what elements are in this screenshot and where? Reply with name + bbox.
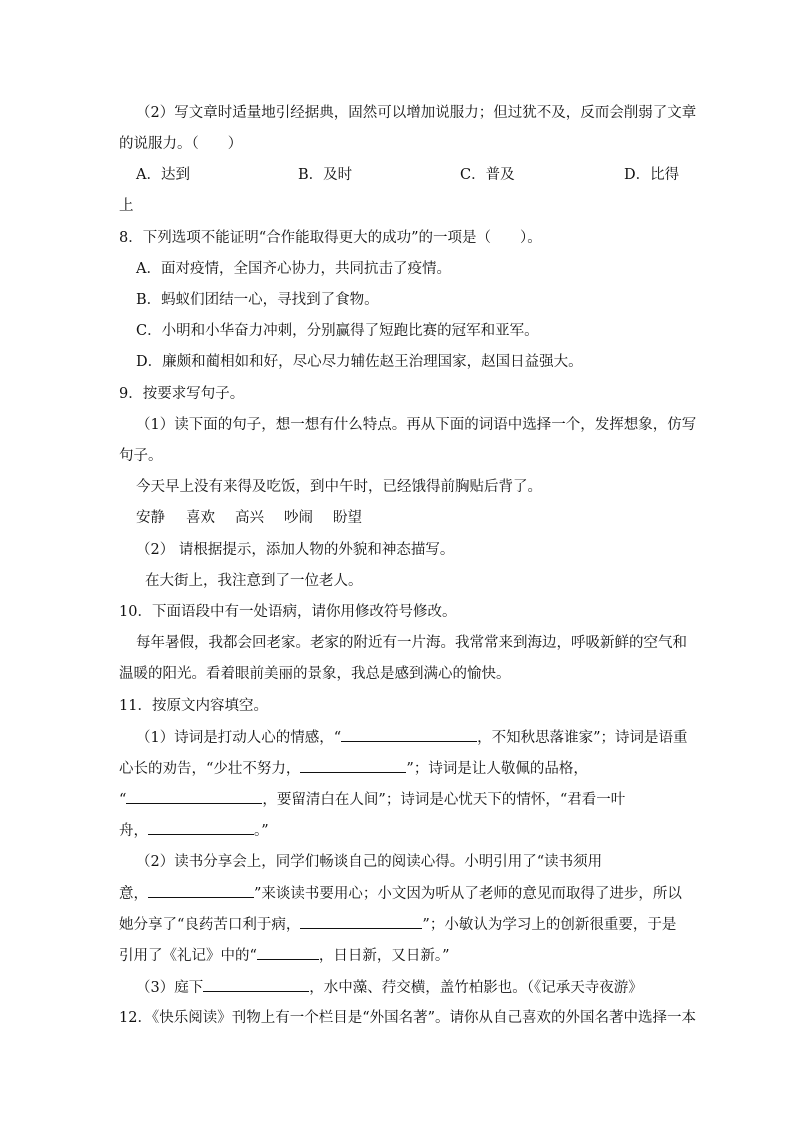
- q8-option-a: A．面对疫情，全国齐心协力，共同抗击了疫情。: [136, 261, 451, 277]
- blank-8[interactable]: [203, 977, 309, 992]
- q11-p1-line3: [119, 789, 625, 810]
- q11-p3-text-b: ，水中藻、荇交横，盖竹柏影也。（《记承天寺夜游》: [309, 980, 643, 996]
- q10-para-line2: 温暖的阳光。看着眼前美丽的景象，我总是感到满心的愉快。: [119, 666, 511, 682]
- q9-part2: （2） 请根据提示，添加人物的外貌和神态描写。: [136, 542, 455, 558]
- blank-2[interactable]: [300, 758, 406, 773]
- blank-4[interactable]: [148, 820, 254, 835]
- q11-p1-text-h: 。”: [254, 823, 269, 839]
- q9-example-sentence: 今天早上没有来得及吃饭，到中午时，已经饿得前胸贴后背了。: [136, 479, 542, 495]
- q10-para-line1: 每年暑假，我都会回老家。老家的附近有一片海。我常常来到海边，呼吸新鲜的空气和: [136, 635, 687, 651]
- option-a: A．达到: [136, 167, 190, 183]
- q11-p1-text-c: 心长的劝告，“少壮不努力，: [119, 761, 301, 777]
- q11-p3-text-a: （3）庭下: [136, 980, 204, 996]
- q7-2-line1: （2）写文章时适量地引经据典，固然可以增加说服力；但过犹不及，反而会削弱了文章: [136, 105, 697, 121]
- q11-p1-text-e: “: [119, 792, 127, 808]
- q11-p1-text-f: ，要留清白在人间”；诗词是心忧天下的情怀，“君看一叶: [262, 792, 626, 808]
- q12-stem: 12．《快乐阅读》刊物上有一个栏目是“外国名著”。请你从自己喜欢的外国名著中选择一本: [119, 1010, 697, 1026]
- q8-option-d: D．廉颇和蔺相如和好，尽心尽力辅佐赵王治理国家，赵国日益强大。: [136, 354, 583, 370]
- q11-p1-line2: [119, 758, 588, 779]
- q11-p1-text-d: ”；诗词是让人敬佩的品格，: [406, 761, 588, 777]
- blank-5[interactable]: [148, 883, 254, 898]
- q8-option-b: B．蚂蚁们团结一心，寻找到了食物。: [136, 292, 379, 308]
- q9-word-1: 安静: [136, 510, 165, 526]
- blank-6[interactable]: [300, 914, 422, 929]
- q11-p2-text-f: 引用了《礼记》中的“: [119, 948, 257, 964]
- q11-stem: 11．按原文内容填空。: [119, 698, 268, 714]
- q7-2-line2: 的说服力。（ ）: [119, 136, 243, 152]
- blank-1[interactable]: [341, 727, 477, 742]
- q9-stem: 9．按要求写句子。: [119, 386, 245, 402]
- q10-stem: 10．下面语段中有一处语病，请你用修改符号修改。: [119, 604, 457, 620]
- option-b: B．及时: [298, 167, 353, 183]
- option-d: D．比得: [624, 167, 680, 183]
- q11-p2-line2: [119, 883, 682, 904]
- q11-p2-line4: [119, 945, 450, 966]
- q11-p1-line4: [119, 820, 269, 841]
- q11-p1-text-a: （1）诗词是打动人心的情感，“: [136, 730, 342, 746]
- q11-p2-line1: （2）读书分享会上，同学们畅谈自己的阅读心得。小明引用了“读书须用: [136, 854, 603, 870]
- q11-p2-text-c: ”来谈读书要用心；小文因为听从了老师的意见而取得了进步，所以: [254, 886, 682, 902]
- q8-option-c: C．小明和小华奋力冲刺，分别赢得了短跑比赛的冠军和亚军。: [136, 323, 539, 339]
- q11-p2-text-g: ，日日新，又日新。”: [318, 948, 450, 964]
- q11-p2-line3: [119, 914, 676, 935]
- q11-p1-text-g: 舟，: [119, 823, 148, 839]
- q9-word-2: 喜欢: [186, 510, 215, 526]
- blank-3[interactable]: [126, 789, 262, 804]
- q11-p3-line1: [136, 977, 643, 998]
- q11-p1-line1: [136, 727, 688, 748]
- q9-word-3: 高兴: [235, 510, 264, 526]
- q9-word-4: 吵闹: [284, 510, 313, 526]
- q8-stem: 8．下列选项不能证明“合作能取得更大的成功”的一项是（ ）。: [119, 230, 542, 246]
- q9-part1-line2: 句子。: [119, 448, 163, 464]
- q9-part2-prompt: 在大街上，我注意到了一位老人。: [145, 573, 363, 589]
- q9-part1-line1: （1）读下面的句子，想一想有什么特点。再从下面的词语中选择一个，发挥想象，仿写: [136, 417, 697, 433]
- q11-p2-text-b: 意，: [119, 886, 148, 902]
- q11-p2-text-e: ”；小敏认为学习上的创新很重要，于是: [422, 917, 677, 933]
- option-d-wrap: 上: [119, 198, 134, 214]
- q9-word-5: 盼望: [333, 510, 362, 526]
- blank-7[interactable]: [257, 945, 319, 960]
- q11-p1-text-b: ，不知秋思落谁家”；诗词是语重: [477, 730, 688, 746]
- option-c: C．普及: [460, 167, 515, 183]
- q11-p2-text-d: 她分享了“良药苦口利于病，: [119, 917, 301, 933]
